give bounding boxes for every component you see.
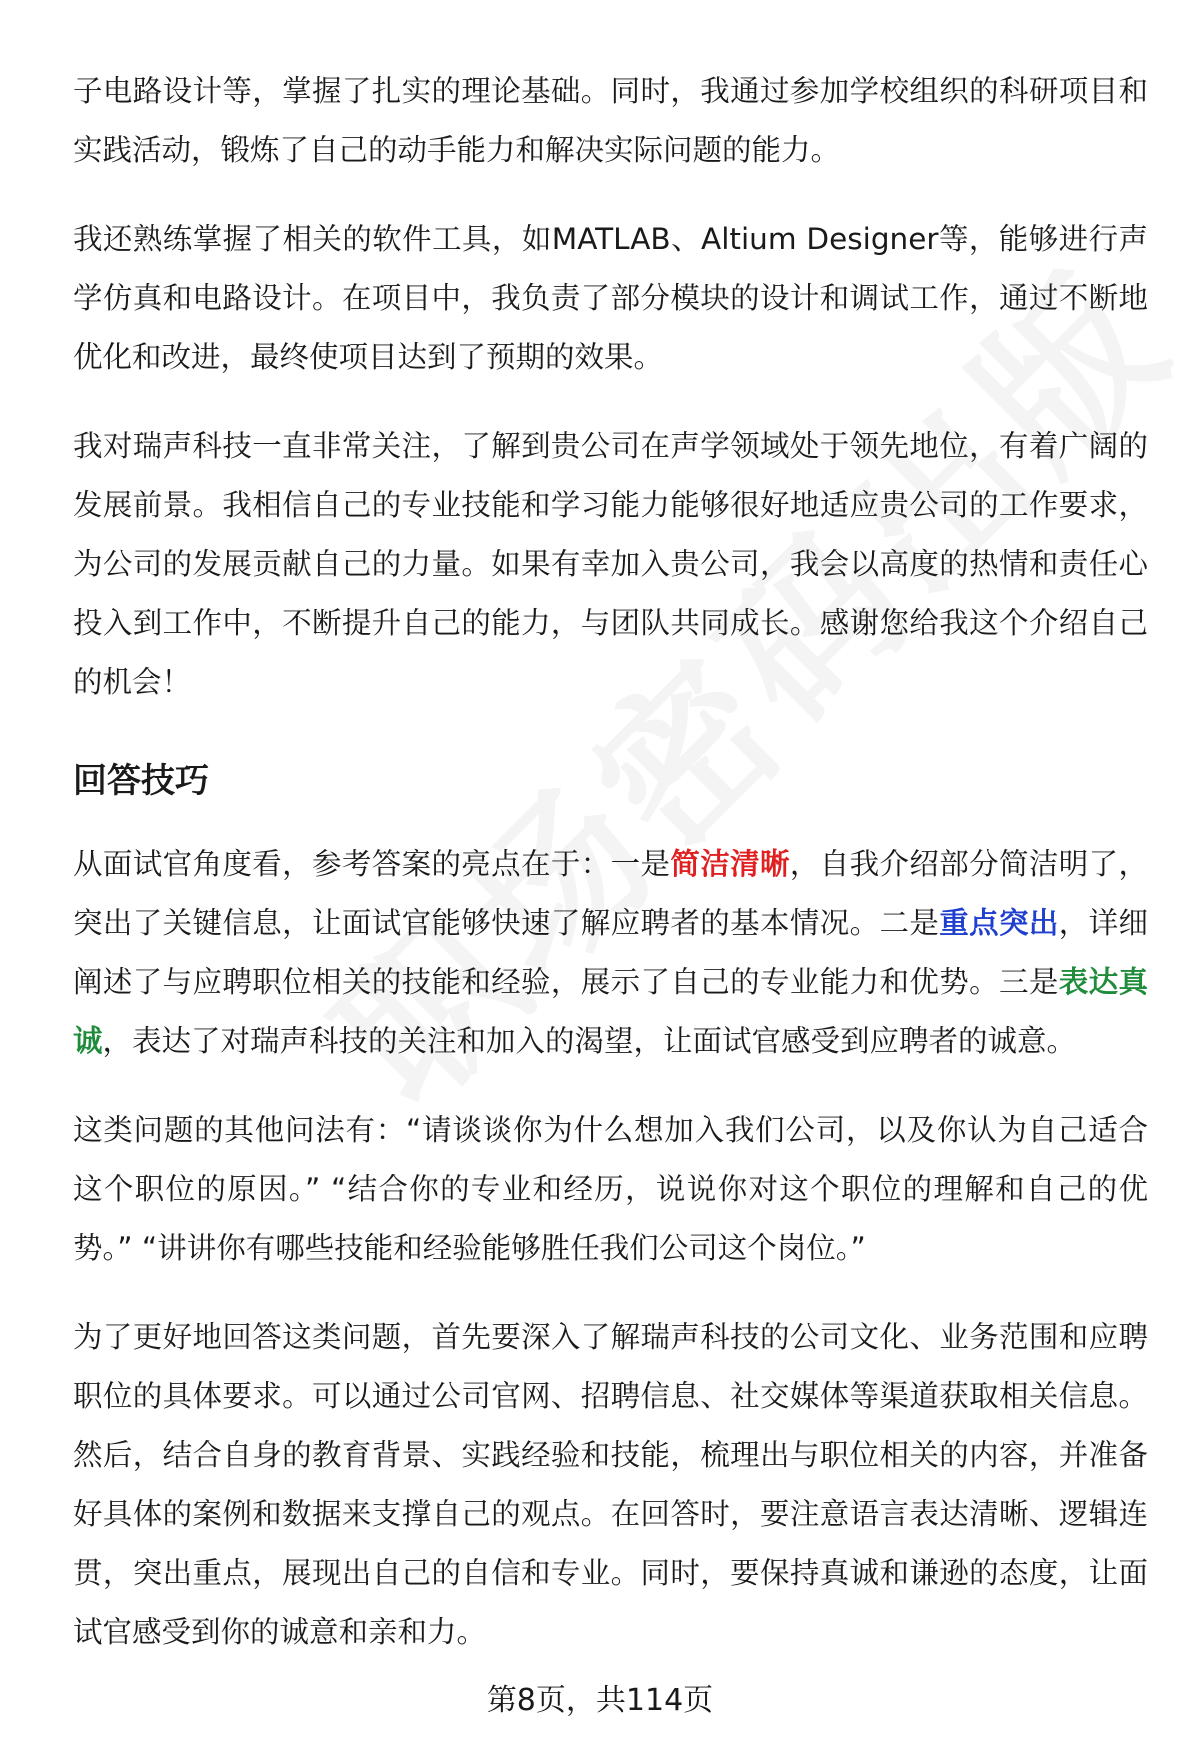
highlight-sincere: 表达真诚: [73, 965, 1148, 1058]
section-heading-answer-tips: 回答技巧: [73, 761, 209, 801]
paragraph-alternative-questions: 这类问题的其他问法有：“请谈谈你为什么想加入我们公司，以及你认为自己适合这个职位的原因。” “结合你的专业和经历，说说你对这个职位的理解和自己的优势。” “讲讲你有哪些技能和经验能够胜任我们公司这个岗位。”: [73, 1113, 1148, 1265]
page-content: [73, 62, 1148, 1692]
paragraph-preparation-advice: 为了更好地回答这类问题，首先要深入了解瑞声科技的公司文化、业务范围和应聘职位的具体要求。可以通过公司官网、招聘信息、社交媒体等渠道获取相关信息。然后，结合自身的教育背景、实践经验和技能，梳理出与职位相关的内容，并准备好具体的案例和数据来支撑自己的观点。在回答时，要注意语言表达清晰、逻辑连贯，突出重点，展现出自己的自信和专业。同时，要保持真诚和谦逊的态度，让面试官感受到你的诚意和亲和力。: [73, 1320, 1148, 1649]
highlight-key-points: 重点突出: [939, 906, 1059, 940]
text-run: ，详细阐述了与应聘职位相关的技能和经验，展示了自己的专业能力和优势。三是: [73, 906, 1148, 999]
paragraph-tips-highlights: [73, 835, 1148, 1071]
paragraph-software-skills: 我还熟练掌握了相关的软件工具，如MATLAB、Altium Designer等，能够进行声学仿真和电路设计。在项目中，我负责了部分模块的设计和调试工作，通过不断地优化和改进，最终使项目达到了预期的效果。: [73, 222, 1148, 374]
text-run: 从面试官角度看，参考答案的亮点在于：一是: [73, 847, 671, 881]
text-run: ，自我介绍部分简洁明了，突出了关键信息，让面试官能够快速了解应聘者的基本情况。二是: [73, 847, 1148, 940]
page-number: 第8页，共114页: [486, 1683, 714, 1718]
paragraph-company-interest: 我对瑞声科技一直非常关注，了解到贵公司在声学领域处于领先地位，有着广阔的发展前景。我相信自己的专业技能和学习能力能够很好地适应贵公司的工作要求，为公司的发展贡献自己的力量。如果有幸加入贵公司，我会以高度的热情和责任心投入到工作中，不断提升自己的能力，与团队共同成长。感谢您给我这个介绍自己的机会！: [73, 429, 1148, 699]
text-run: ，表达了对瑞声科技的关注和加入的渴望，让面试官感受到应聘者的诚意。: [102, 1024, 1077, 1058]
paragraph-intro-continued: 子电路设计等，掌握了扎实的理论基础。同时，我通过参加学校组织的科研项目和实践活动，锻炼了自己的动手能力和解决实际问题的能力。: [73, 74, 1148, 167]
highlight-concise-clear: 简洁清晰: [670, 847, 790, 881]
